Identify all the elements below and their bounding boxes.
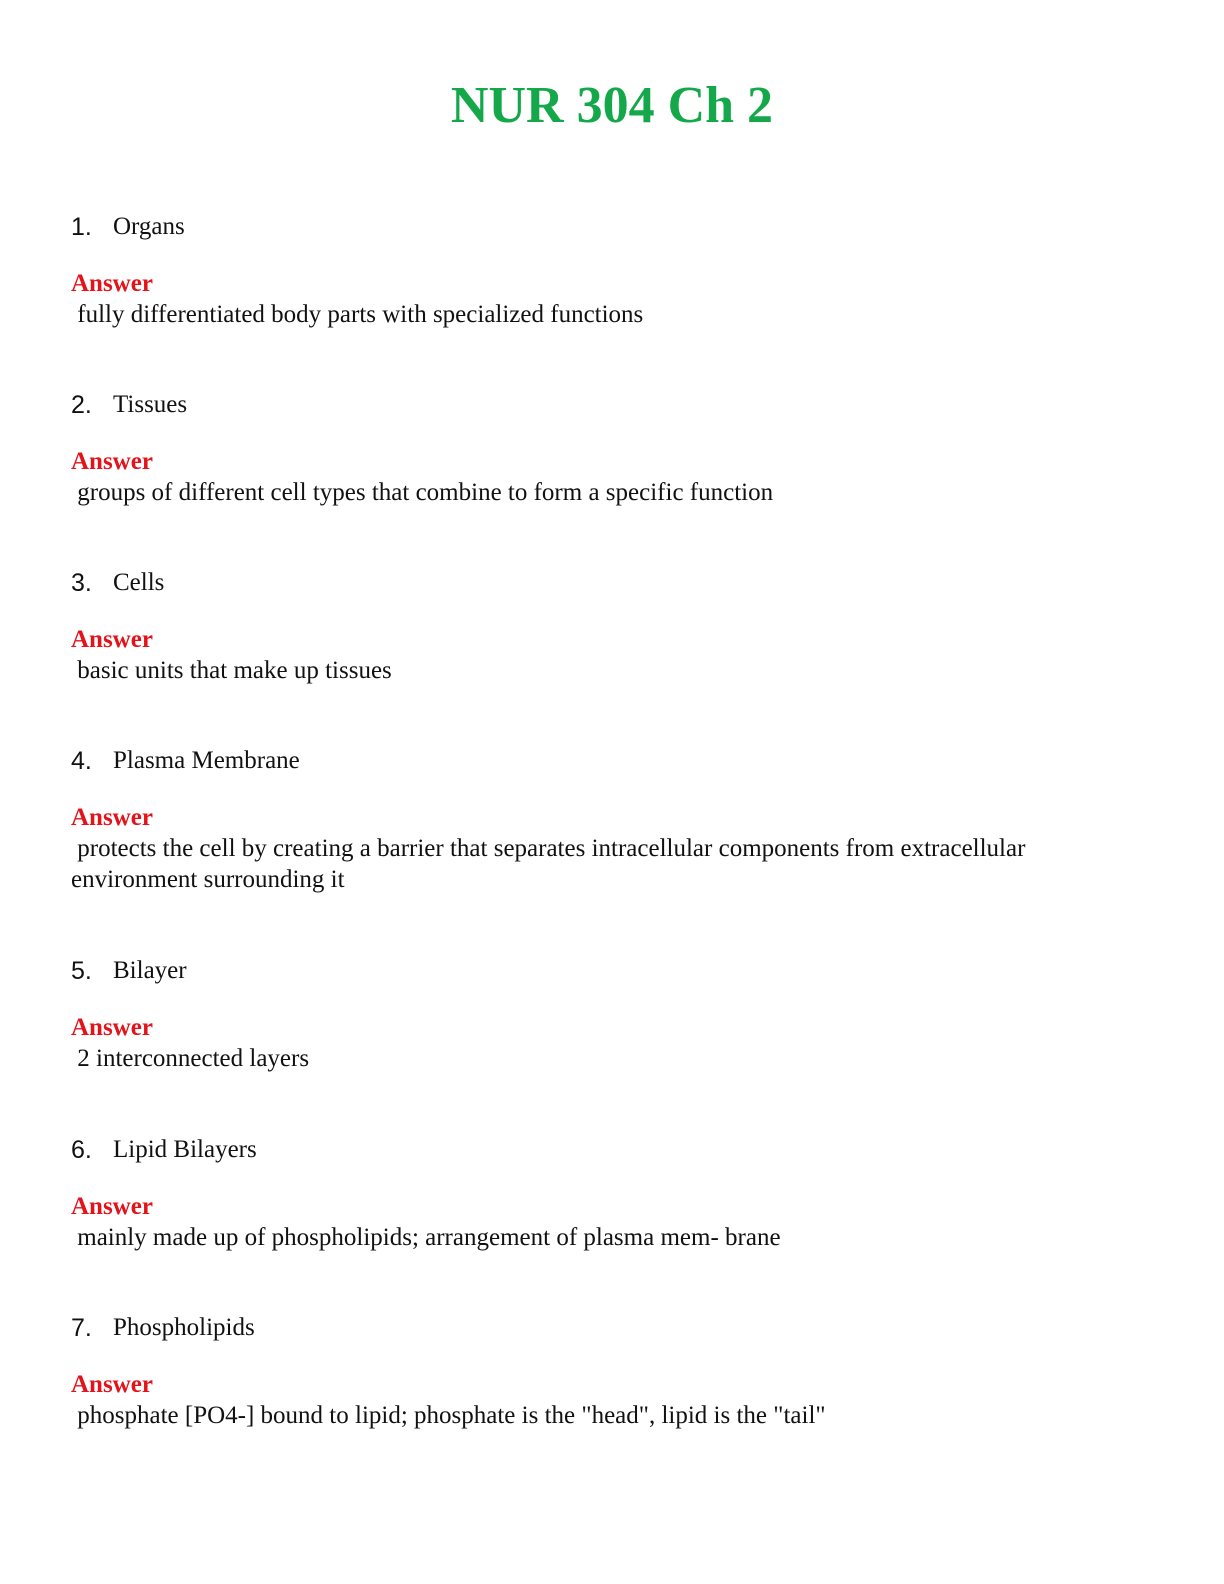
question-number: 7.: [71, 1313, 92, 1342]
question-term: Cells: [113, 569, 165, 596]
question-row: [71, 567, 1161, 599]
answer-label: Answer: [71, 1193, 153, 1220]
question-term: Lipid Bilayers: [113, 1136, 257, 1163]
question-term: Organs: [113, 213, 185, 240]
answer-label: Answer: [71, 804, 153, 831]
page-title: NUR 304 Ch 2: [450, 77, 774, 134]
answer-text: 2 interconnected layers: [71, 1045, 310, 1072]
answer-text: fully differentiated body parts with specialized functions: [71, 301, 644, 328]
question-term: Phospholipids: [113, 1314, 255, 1341]
flashcard-item-5: [71, 955, 1161, 1074]
flashcard-item-3: [71, 567, 1161, 686]
question-row: [71, 1134, 1161, 1166]
question-term: Bilayer: [113, 957, 187, 984]
flashcard-item-6: [71, 1134, 1161, 1253]
question-row: [71, 1312, 1161, 1344]
question-number: 5.: [71, 956, 92, 985]
answer-text: protects the cell by creating a barrier that separates intracellular components from extracellular environment surrounding it: [71, 835, 1032, 893]
question-row: [71, 211, 1161, 243]
question-number: 4.: [71, 746, 92, 775]
question-number: 3.: [71, 568, 92, 597]
flashcard-item-4: [71, 745, 1161, 895]
flashcard-item-7: [71, 1312, 1161, 1431]
question-row: [71, 389, 1161, 421]
question-term: Tissues: [113, 391, 188, 418]
question-number: 6.: [71, 1135, 92, 1164]
answer-text: groups of different cell types that combine to form a specific function: [71, 479, 774, 506]
flashcard-item-2: [71, 389, 1161, 508]
answer-label: Answer: [71, 1371, 153, 1398]
answer-text: phosphate [PO4-] bound to lipid; phosphate is the "head", lipid is the "tail": [71, 1402, 826, 1429]
answer-label: Answer: [71, 1014, 153, 1041]
answer-label: Answer: [71, 626, 153, 653]
question-row: [71, 745, 1161, 777]
question-number: 2.: [71, 390, 92, 419]
question-row: [71, 955, 1161, 987]
answer-text: basic units that make up tissues: [71, 657, 392, 684]
answer-text: mainly made up of phospholipids; arrangement of plasma mem- brane: [71, 1224, 781, 1251]
answer-label: Answer: [71, 270, 153, 297]
question-number: 1.: [71, 212, 92, 241]
flashcard-item-1: [71, 211, 1161, 330]
question-term: Plasma Membrane: [113, 747, 300, 774]
answer-label: Answer: [71, 448, 153, 475]
